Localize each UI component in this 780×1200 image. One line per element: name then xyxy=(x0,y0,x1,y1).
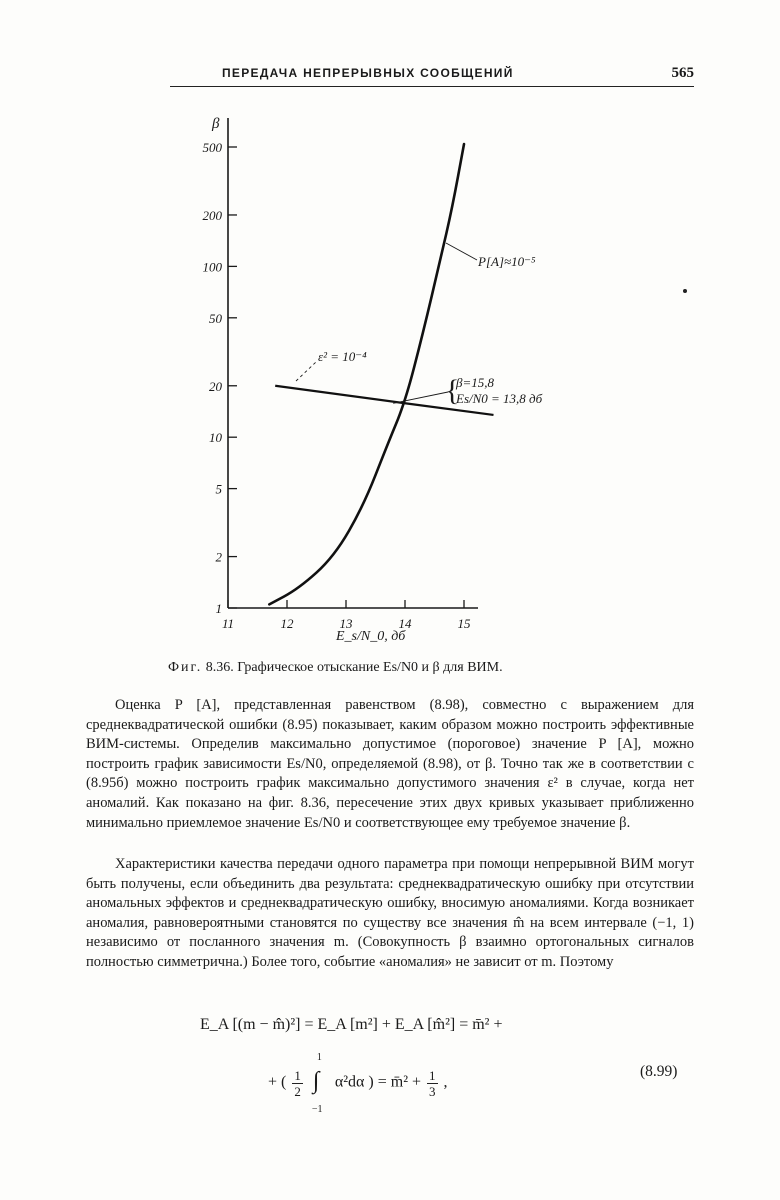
eq-int-upper: 1 xyxy=(316,1052,322,1063)
eq-int-lower: −1 xyxy=(311,1104,323,1115)
y-tick-label-1: 1 xyxy=(215,601,222,616)
equation-line-2 xyxy=(268,1052,448,1115)
eq-frac-half xyxy=(292,1068,303,1099)
eq-frac-half-num: 1 xyxy=(294,1067,301,1083)
intersection-esn0-label: Es/N0 = 13,8 дб xyxy=(456,391,543,406)
caption-label: Фиг. xyxy=(168,660,203,675)
line-label-leader xyxy=(296,362,316,381)
figure-caption xyxy=(168,660,688,676)
y-tick-label-20: 20 xyxy=(209,378,222,394)
y-tick-label-2: 2 xyxy=(215,549,222,565)
eq-frac-half-den: 2 xyxy=(294,1083,301,1099)
intersection-leader xyxy=(393,392,448,403)
eq-plus: + xyxy=(268,1073,278,1091)
y-tick-label-10: 10 xyxy=(209,430,222,446)
equation-line-1: E_A [(m − m̂)²] = E_A [m²] + E_A [m̂²] = m̄² + xyxy=(200,1016,503,1033)
intersection-brace: { xyxy=(445,374,460,407)
integral-icon: ∫ xyxy=(312,1068,320,1094)
eq-comma: , xyxy=(443,1073,448,1091)
series-curve-p-a xyxy=(269,144,464,604)
caption-text: 8.36. Графическое отыскание Es/N0 и β для ВИМ. xyxy=(205,660,503,675)
eq-integrand: α²dα xyxy=(334,1073,365,1091)
eq-integral xyxy=(311,1052,329,1115)
paragraph-1: Оценка P [A], представленная равенством (8.98), совместно с выражением для среднеквадратической ошибки (8.95) показывает, каким образом можно построить эффективные ВИМ-системы. Определив максимально допустимое (пороговое) значение P [A], можно построить график зависимости Es/N0, определяемой (8.98), от β. Точно так же в соответствии с (8.95б) можно построить график максимально допустимого значения ε² в случае, когда нет аномалий. Как показано на фиг. 8.36, пересечение этих двух кривых указывает приближенно минимально приемлемое значение Es/N0 и соответствующее ему требуемое значение β. xyxy=(86,697,694,831)
page-number: 565 xyxy=(671,65,694,81)
x-tick-label-11: 11 xyxy=(221,616,235,631)
eq-frac-third xyxy=(427,1068,438,1099)
curve-label: P[A]≈10⁻⁵ xyxy=(478,254,536,269)
eq-rhs: = m̄² + xyxy=(377,1073,422,1091)
y-axis-label: β xyxy=(212,116,220,132)
y-tick-label-500: 500 xyxy=(202,140,222,155)
eq-frac-third-num: 1 xyxy=(429,1067,436,1083)
x-tick-label-15: 15 xyxy=(457,616,471,631)
y-tick-label-100: 100 xyxy=(202,259,222,275)
running-title: ПЕРЕДАЧА НЕПРЕРЫВНЫХ СООБЩЕНИЙ xyxy=(222,66,514,80)
y-tick-label-200: 200 xyxy=(202,207,222,223)
intersection-beta-label: β=15,8 xyxy=(456,375,494,390)
line-label: ε² = 10⁻⁴ xyxy=(318,349,367,364)
x-axis-label: E_s/N_0, дб xyxy=(336,629,406,644)
stray-dot xyxy=(683,289,687,293)
x-tick-label-14: 14 xyxy=(398,616,412,631)
x-tick-label-12: 12 xyxy=(280,616,294,631)
eq-open-paren: ( xyxy=(281,1073,287,1091)
curve-label-leader xyxy=(446,243,477,260)
x-tick-label-13: 13 xyxy=(339,616,353,631)
eq-close-paren: ) xyxy=(368,1073,374,1091)
eq-frac-third-den: 3 xyxy=(429,1083,436,1099)
equation-number: (8.99) xyxy=(640,1063,678,1080)
y-tick-label-50: 50 xyxy=(209,310,222,326)
y-tick-label-5: 5 xyxy=(215,481,222,497)
paragraph-2: Характеристики качества передачи одного параметра при помощи непрерывной ВИМ могут быть получены, если объединить два результата: среднеквадратическую ошибку при отсутствии аномальных эффектов и среднеквадратическую ошибку, вносимую аномалиями. Когда возникает аномалия, равновероятными становятся по существу все значения m̂ на всем интервале (−1, 1) независимо от посланного значения m. (Совокупность β взаимно ортогональных сигналов полностью симметрична.) Более того, событие «аномалия» не зависит от m. Поэтому xyxy=(86,856,694,970)
